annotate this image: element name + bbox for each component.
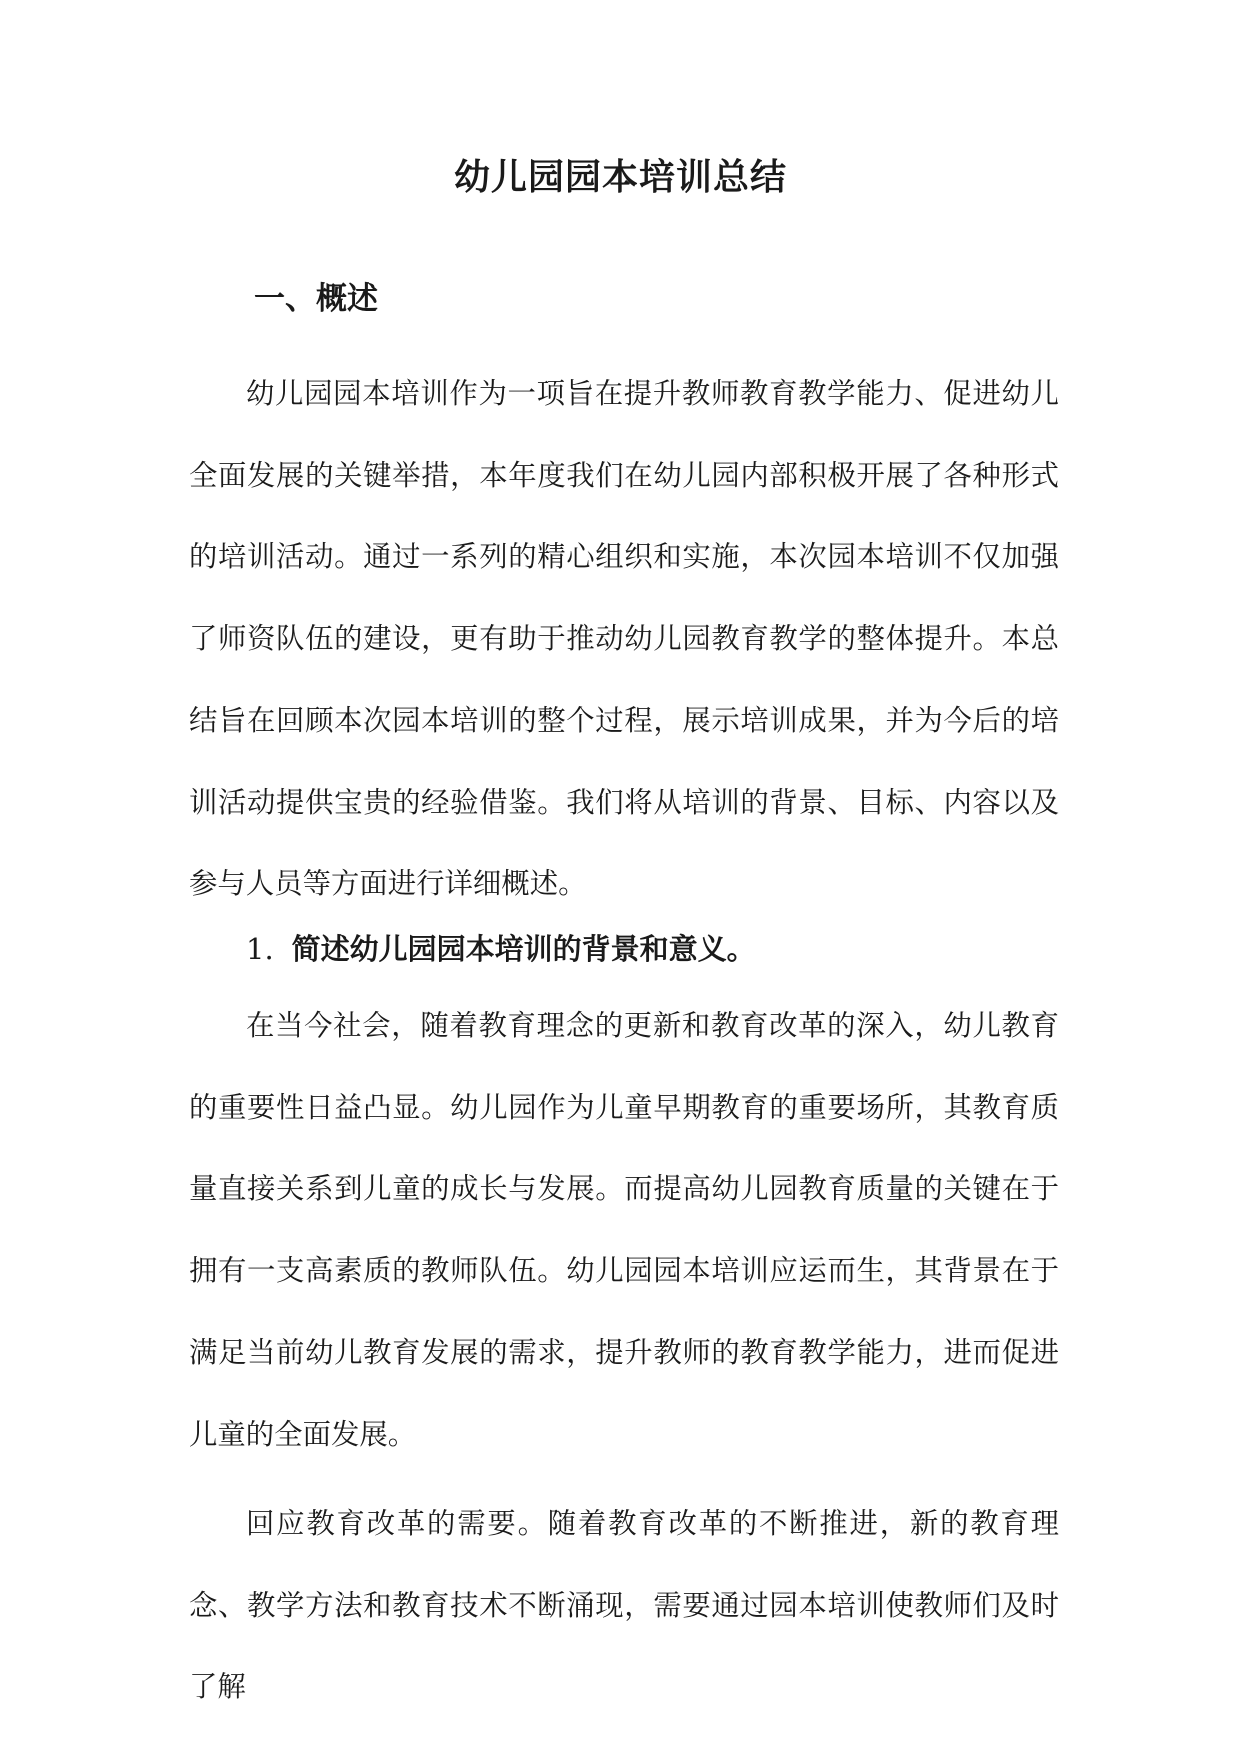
paragraph: 回应教育改革的需要。随着教育改革的不断推进，新的教育理念、教学方法和教育技术不断涌现，需要通过园本培训使教师们及时了解	[189, 1507, 1059, 1704]
paragraph: 在当今社会，随着教育理念的更新和教育改革的深入，幼儿教育的重要性日益凸显。幼儿园作为儿童早期教育的重要场所，其教育质量直接关系到儿童的成长与发展。而提高幼儿园教育质量的关键在于拥有一支高素质的教师队伍。幼儿园园本培训应运而生，其背景在于满足当前幼儿教育发展的需求，提升教师的教育教学能力，进而促进儿童的全面发展。	[189, 1009, 1059, 1451]
subsection-title: 简述幼儿园园本培训的背景和意义。	[291, 932, 756, 966]
subsection-number: 1.	[246, 932, 274, 966]
section-overview-body	[189, 353, 1059, 925]
subsection-body	[189, 985, 1059, 1475]
paragraph: 幼儿园园本培训作为一项旨在提升教师教育教学能力、促进幼儿全面发展的关键举措，本年度我们在幼儿园内部积极开展了各种形式的培训活动。通过一系列的精心组织和实施，本次园本培训不仅加强了师资队伍的建设，更有助于推动幼儿园教育教学的整体提升。本总结旨在回顾本次园本培训的整个过程，展示培训成果，并为今后的培训活动提供宝贵的经验借鉴。我们将从培训的背景、目标、内容以及参与人员等方面进行详细概述。	[189, 377, 1059, 901]
subsection-heading	[246, 926, 756, 972]
document-title: 幼儿园园本培训总结	[453, 156, 787, 198]
subsection-body-continued	[189, 1483, 1059, 1728]
section-heading-overview: 一、概述	[254, 281, 378, 317]
